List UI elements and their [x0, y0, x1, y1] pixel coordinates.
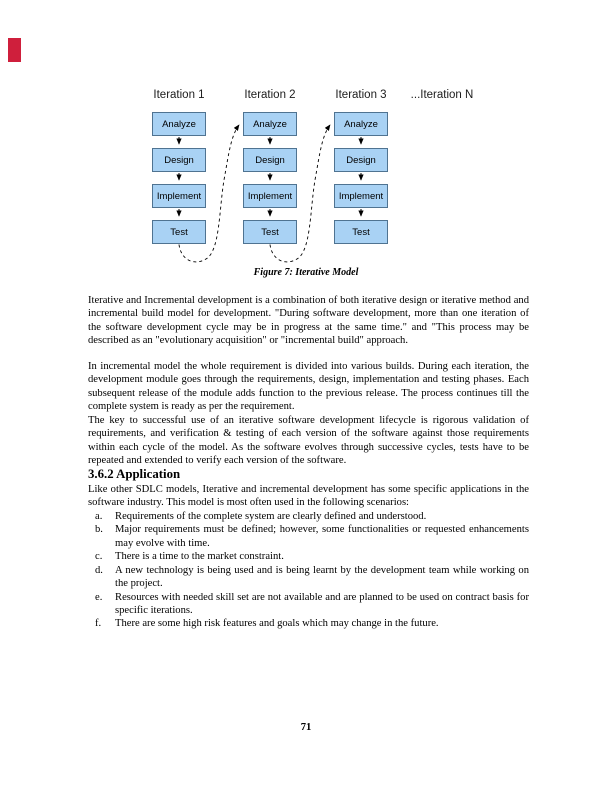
list-item	[88, 523, 529, 550]
phase-box: Analyze	[334, 112, 388, 136]
phase-box: Test	[243, 220, 297, 244]
list-item-letter: c.	[95, 551, 103, 563]
section-heading: 3.6.2 Application	[88, 467, 181, 482]
phase-box: Implement	[334, 184, 388, 208]
list-item-text: There is a time to the market constraint.	[115, 551, 284, 563]
phase-box: Analyze	[152, 112, 206, 136]
body-paragraph: Like other SDLC models, Iterative and incremental development has some specific applications in the software industry. This model is most often used in the following scenarios:	[88, 483, 529, 509]
iterative-model-diagram	[0, 0, 612, 280]
list-item-text: Resources with needed skill set are not available and are planned to be used on contract basis for specific iterations.	[115, 591, 529, 616]
phase-box: Test	[334, 220, 388, 244]
list-item-text: Major requirements must be defined; however, some functionalities or requested enhancements may evolve with time.	[115, 524, 529, 549]
list-item	[88, 564, 529, 591]
body-paragraph: Iterative and Incremental development is a combination of both iterative design or iterative method and incremental build model for development. "During software development, more than one iteration of the software development cycle may be in progress at the same time." and "This process may be described as an "evolutionary acquisition" or "incremental build" approach.	[88, 295, 529, 347]
phase-box: Design	[334, 148, 388, 172]
phase-box: Design	[152, 148, 206, 172]
list-item	[88, 617, 529, 630]
phase-box: Implement	[243, 184, 297, 208]
paragraph-gap	[88, 348, 529, 360]
phase-box: Analyze	[243, 112, 297, 136]
iteration-column-header: ...Iteration N	[410, 89, 474, 101]
list-item	[88, 550, 529, 563]
list-item	[88, 591, 529, 618]
body-paragraph: In incremental model the whole requirement is divided into various builds. During each iteration, the development module goes through the requirements, design, implementation and testing phases. Each subsequent release of the module adds function to the previous release. The process continues till the complete system is ready as per the requirement.	[88, 360, 529, 413]
iteration-column-header: Iteration 3	[335, 89, 387, 101]
phase-box: Design	[243, 148, 297, 172]
body-paragraph: The key to successful use of an iterative software development lifecycle is rigorous validation of requirements, and verification & testing of each version of the software against those requirements within each cycle of the model. As the software evolves through successive cycles, tests have to be repeated and extended to verify each version of the software.	[88, 414, 529, 466]
diagram-arrows	[0, 0, 612, 280]
list-item-letter: e.	[95, 591, 103, 603]
list-item-letter: a.	[95, 510, 103, 522]
list-item-text: Requirements of the complete system are clearly defined and understood.	[115, 510, 427, 522]
list-item-text: There are some high risk features and goals which may change in the future.	[115, 618, 439, 630]
list-item-text: A new technology is being used and is being learnt by the development team while working on the project.	[115, 564, 529, 590]
list-item-letter: d.	[95, 564, 103, 576]
page-number: 71	[300, 722, 312, 733]
list-item	[88, 510, 529, 523]
figure-caption: Figure 7: Iterative Model	[253, 267, 359, 278]
body-text	[88, 294, 529, 631]
iteration-column-header: Iteration 2	[244, 89, 296, 101]
phase-box: Implement	[152, 184, 206, 208]
list-item-letter: f.	[95, 618, 102, 630]
list-item-letter: b.	[95, 524, 103, 536]
phase-box: Test	[152, 220, 206, 244]
iteration-column-header: Iteration 1	[153, 89, 205, 101]
